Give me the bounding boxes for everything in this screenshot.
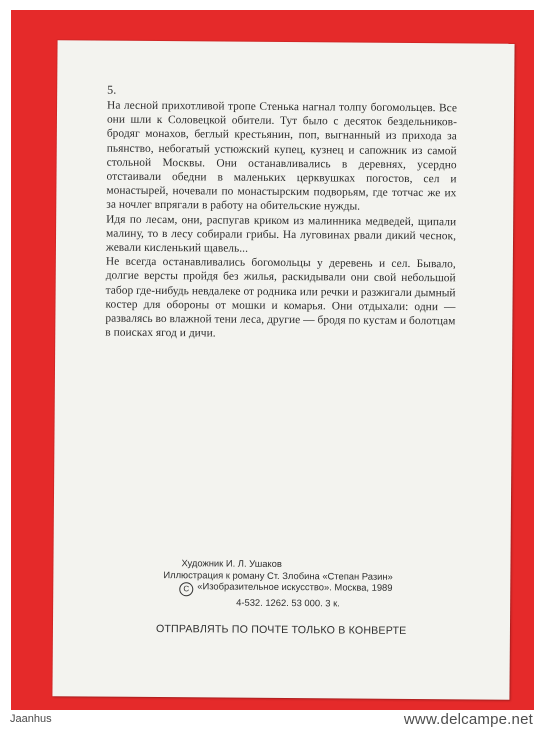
story-paragraph-3: Не всегда останавливались богомольцы у деревень и сел. Бывало, долгие версты пройдя без жилья, раскидывали они свой небольшой табор где-нибудь невдалеке от родника или речки и разжигали дымный костер для обороны от мошки и комарья. Они отдыхали: одни — развалясь во влажной тени леса, другие — бродя по кустам и болотцам в поисках ягод и дичи. <box>105 255 456 340</box>
catalog-number: 4-532. 1262. 53 000. 3 к. <box>236 596 340 609</box>
site-watermark: www.delcampe.net <box>403 711 533 728</box>
mail-instruction: ОТПРАВЛЯТЬ ПО ПОЧТЕ ТОЛЬКО В КОНВЕРТЕ <box>155 623 407 637</box>
seller-watermark: Jaanhus <box>10 713 52 725</box>
publisher-line <box>163 580 433 598</box>
postcard-back <box>52 40 514 700</box>
copyright-icon: C <box>179 582 193 596</box>
story-text <box>105 83 457 343</box>
story-paragraph-1: На лесной прихотливой тропе Стенька нагнал толпу богомольцев. Все они шли к Соловецкой обители. Тут было с десяток бездельников-бродяг монахов, беглый крестьянин, поп, выгнанный из прихода за пьянство, небогатый устюжский купец, кузнец и сапожник из самой стольной Москвы. Они останавливались в деревнях, усердно отстаивали обедни в маленьких церквушках погостов, сел и монастырей, ночевали по монастырским подворьям, где тотчас же их за ночлег впрягали в работу на обительские нужды. <box>106 99 458 214</box>
publisher-credit: «Изобразительное искусство». Москва, 1989 <box>197 580 393 593</box>
publication-credits <box>163 557 433 610</box>
story-paragraph-2: Идя по лесам, они, распугав криком из малинника медведей, щипали малину, то в лесу собирали грибы. На луговинах рвали дикий чеснок, жевали кисленький щавель... <box>105 213 457 255</box>
illustration-credit: Иллюстрация к роману Ст. Злобина «Степан Разин» <box>163 568 393 582</box>
artist-credit: Художник И. Л. Ушаков <box>181 557 282 569</box>
card-number: 5. <box>107 82 117 97</box>
